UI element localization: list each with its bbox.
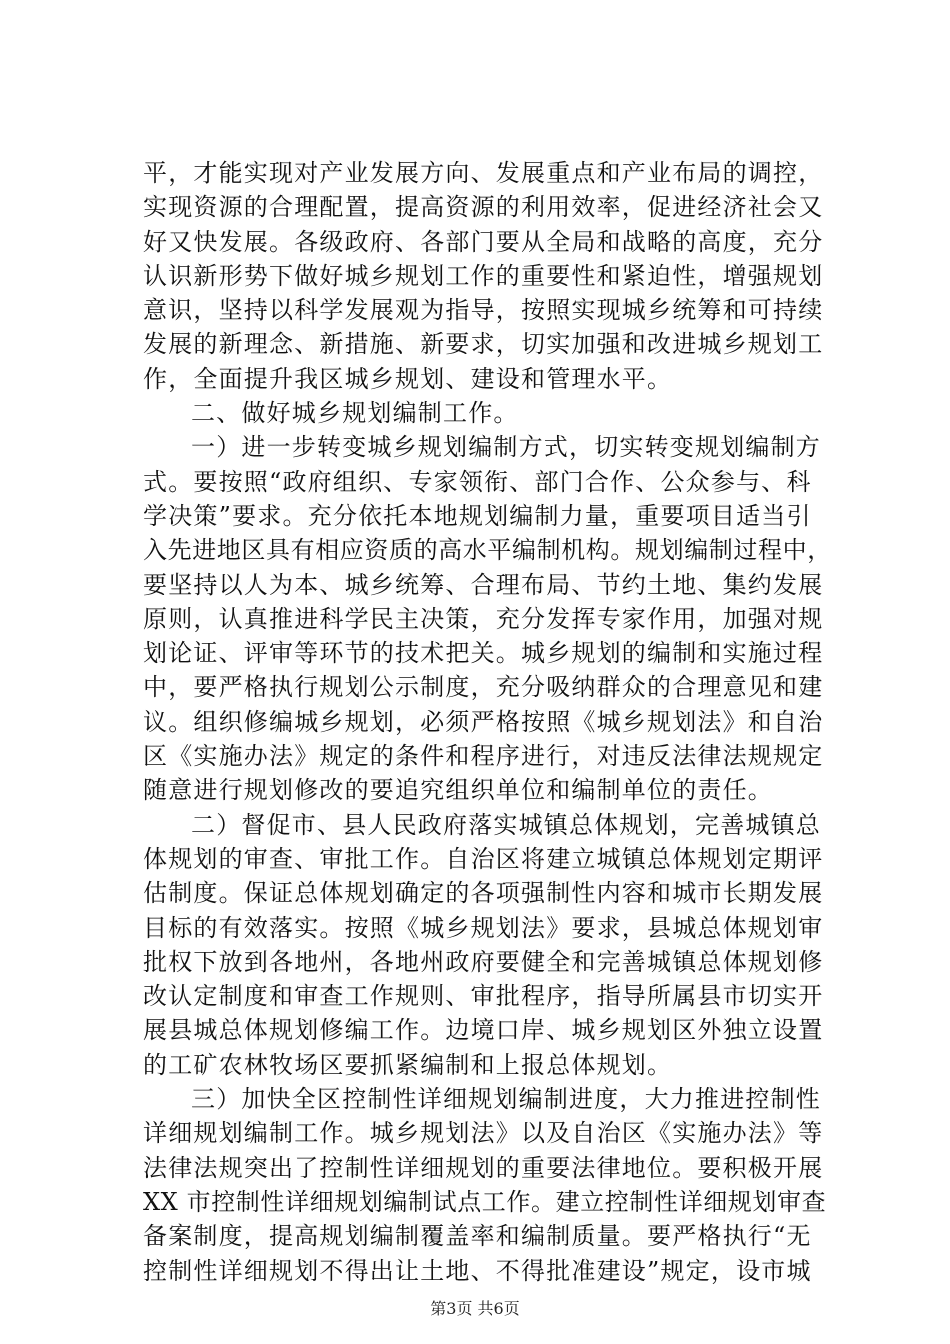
text-line: 实现资源的合理配置，提高资源的利用效率，促进经济社会又 (143, 193, 824, 222)
text-line: 发展的新理念、新措施、新要求，切实加强和改进城乡规划工 (143, 330, 824, 359)
paragraph-start: 三）加快全区控制性详细规划编制进度，大力推进控制性 (191, 1085, 821, 1114)
text-line: 展县城总体规划修编工作。边境口岸、城乡规划区外独立设置 (143, 1016, 824, 1045)
text-line: 学决策”要求。充分依托本地规划编制力量，重要项目适当引 (143, 501, 812, 530)
text-line: 区《实施办法》规定的条件和程序进行，对违反法律法规规定 (143, 742, 824, 771)
text-line: 估制度。保证总体规划确定的各项强制性内容和城市长期发展 (143, 879, 824, 908)
text-line: 控制性详细规划不得出让土地、不得批准建设”规定，设市城 (143, 1256, 812, 1285)
paragraph-start: 二）督促市、县人民政府落实城镇总体规划，完善城镇总 (191, 810, 821, 839)
page-footer: 第3页 共6页 (430, 1299, 520, 1318)
text-line: 作，全面提升我区城乡规划、建设和管理水平。 (143, 364, 673, 393)
text-line: 目标的有效落实。按照《城乡规划法》要求，县城总体规划审 (143, 913, 824, 942)
text-line: 入先进地区具有相应资质的高水平编制机构。规划编制过程中， (143, 536, 832, 565)
text-line: 改认定制度和审查工作规则、审批程序，指导所属县市切实开 (143, 982, 824, 1011)
paragraph-start: 一）进一步转变城乡规划编制方式，切实转变规划编制方 (191, 433, 821, 462)
text-line: 式。要按照“政府组织、专家领衔、部门合作、公众参与、科 (143, 467, 812, 496)
text-line: 要坚持以人为本、城乡统筹、合理布局、节约土地、集约发展 (143, 570, 824, 599)
text-line: 备案制度，提高规划编制覆盖率和编制质量。要严格执行“无 (143, 1222, 812, 1251)
text-line: 划论证、评审等环节的技术把关。城乡规划的编制和实施过程 (143, 639, 824, 668)
text-line: 中，要严格执行规划公示制度，充分吸纳群众的合理意见和建 (143, 673, 824, 702)
text-line: 议。组织修编城乡规划，必须严格按照《城乡规划法》和自治 (143, 707, 824, 736)
text-line: 原则，认真推进科学民主决策，充分发挥专家作用，加强对规 (143, 604, 824, 633)
section-heading: 二、做好城乡规划编制工作。 (191, 399, 519, 428)
text-line: 意识，坚持以科学发展观为指导，按照实现城乡统筹和可持续 (143, 296, 824, 325)
text-line: 的工矿农林牧场区要抓紧编制和上报总体规划。 (143, 1050, 673, 1079)
text-line: 平，才能实现对产业发展方向、发展重点和产业布局的调控， (143, 159, 824, 187)
text-line: 认识新形势下做好城乡规划工作的重要性和紧迫性，增强规划 (143, 261, 824, 290)
body-text (143, 156, 833, 1288)
text-line: 批权下放到各地州，各地州政府要健全和完善城镇总体规划修 (143, 947, 824, 976)
text-line: XX 市控制性详细规划编制试点工作。建立控制性详细规划审查 (143, 1187, 827, 1216)
text-line: 体规划的审查、审批工作。自治区将建立城镇总体规划定期评 (143, 844, 824, 873)
text-line: 法律法规突出了控制性详细规划的重要法律地位。要积极开展 (143, 1153, 824, 1182)
text-line: 详细规划编制工作。城乡规划法》以及自治区《实施办法》等 (143, 1119, 824, 1148)
text-line: 好又快发展。各级政府、各部门要从全局和战略的高度，充分 (143, 227, 824, 256)
text-line: 随意进行规划修改的要追究组织单位和编制单位的责任。 (143, 776, 773, 805)
